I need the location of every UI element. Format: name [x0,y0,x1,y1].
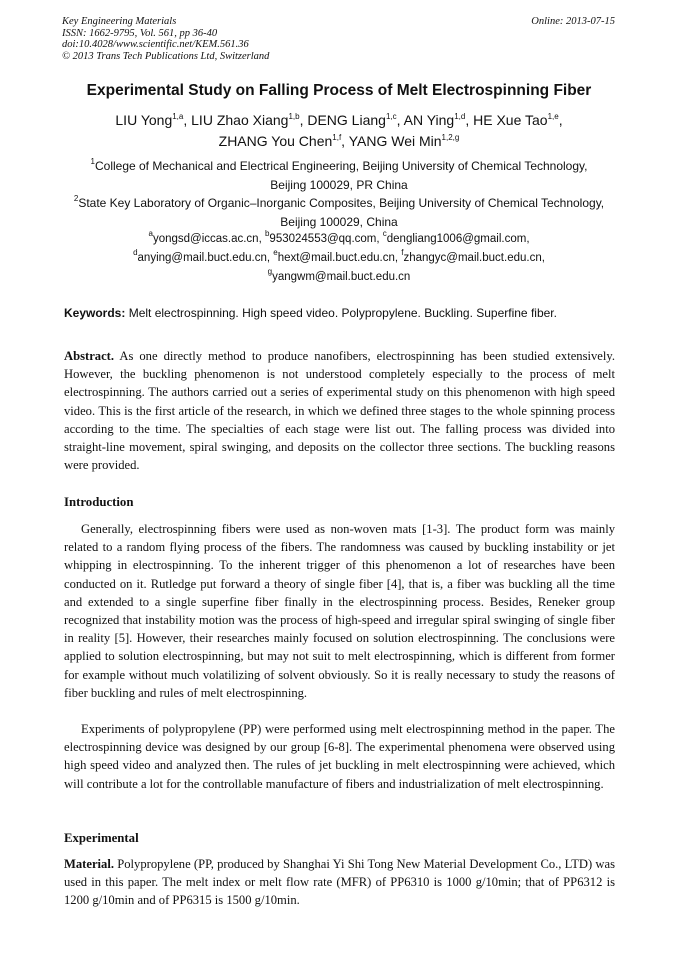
author: LIU Zhao Xiang$^{1,b}$, [191,112,308,128]
online-date: Online: 2013-07-15 [531,16,615,27]
email[interactable]: $^a$yongsd@iccas.ac.cn [148,229,259,245]
email[interactable]: $^e$hext@mail.buct.edu.cn [273,248,395,264]
author-list [40,110,638,152]
email[interactable]: $^c$dengliang1006@gmail.com [382,229,527,245]
experimental-heading: Experimental [64,831,139,845]
keywords-label: Keywords: [64,306,126,320]
journal-header [62,16,269,62]
author: AN Ying$^{1,d}$, [403,112,474,128]
introduction-paragraph-1: Generally, electrospinning fibers were used as non-woven mats [1-3]. The product form was mainly related to a random flying process of the fibers. The randomness was caused by buckling instability or jet whipping in electrospinning. To the inherent trigger of this phenomenon a lot of researches have been conducted on it. Rutledge put forward a theory of single fiber [4], that is, a fiber was buckling all the time and extended to a single superfine fiber finally in the electrospinning process. Besides, Reneker group recognized that instability motion was the process of high-speed and irregular spiral swinging of single fiber in reality [5]. However, their researches mainly focused on solution electrospinning. The conclusions were applied to solution electrospinning, but may not suit to melt electrospinning, which is different from former for example without much volatilizing of solvent obviously. So it is really necessary to study the reasons of fiber buckling and rules of melt electrospinning. [64,522,615,700]
email[interactable]: $^b$953024553@qq.com [264,229,377,245]
journal-name: Key Engineering Materials [62,16,177,27]
author: ZHANG You Chen$^{1,f}$, [218,133,349,149]
author: LIU Yong$^{1,a}$, [115,112,192,128]
author: YANG Wei Min$^{1,2,g}$ [348,133,460,149]
introduction-paragraph-2: Experiments of polypropylene (PP) were performed using melt electrospinning method in the paper. The electrospinning device was designed by our group [6-8]. The experimental phenomena were observed using high speed video and analyzed then. The rules of jet buckling in melt electrospinning were achieved, which will contribute a lot for the controllable manufacture of fibers and industrialization of melt electrospinning. [64,722,615,791]
email[interactable]: $^f$zhangyc@mail.buct.edu.cn [401,248,542,264]
paper-title: Experimental Study on Falling Process of Melt Electrospinning Fiber [86,82,592,99]
author: DENG Liang$^{1,c}$, [307,112,404,128]
email[interactable]: $^d$anying@mail.buct.edu.cn [133,248,267,264]
material-text: Polypropylene (PP, produced by Shanghai Yi Shi Tong New Material Development Co., LTD) was used in this paper. The melt index or melt flow rate (MFR) of PP6310 is 1000 g/10min; that of PP6312 is 1200 g/10min and of PP6315 is 1500 g/10min. [64,857,615,908]
material-label: Material. [64,857,114,871]
author-emails: $^a$yongsd@iccas.ac.cn, $^b$953024553@qq.com, $^c$dengliang1006@gmail.com, $^d$anying@mail.buct.edu.cn, $^e$hext@mail.buct.edu.cn, $^f$zhangyc@mail.buct.edu.cn, $^g$yangwm@mail.buct.edu.cn [133,229,545,283]
issn-volume: ISSN: 1662-9795, Vol. 561, pp 36-40 [62,27,218,39]
email[interactable]: $^g$yangwm@mail.buct.edu.cn [267,267,411,283]
introduction-heading: Introduction [64,495,134,509]
affiliation-2: $^2$State Key Laboratory of Organic–Inorganic Composites, Beijing University of Chemical Technology, Beijing 100029, China [73,194,605,229]
abstract-text: As one directly method to produce nanofibers, electrospinning has been studied extensively. However, the buckling phenomenon is not understood completely especially to the process of melt electrospinning. The authors carried out a series of experimental study on this phenomenon with high speed video. This is the first article of the research, in which we defined three stages to the whole spinning process according to the time. The specialties of each stage were list out. The falling process was divided into straight-line movement, spiral swinging, and deposits on the collector three sections. The buckling reasons were provided. [64,349,615,473]
keywords [64,306,624,320]
abstract [64,347,615,474]
copyright: © 2013 Trans Tech Publications Ltd, Switzerland [62,50,270,62]
abstract-label: Abstract. [64,349,115,363]
material-paragraph [64,855,615,910]
author: HE Xue Tao$^{1,e}$, [473,112,563,128]
keywords-text: Melt electrospinning. High speed video. Polypropylene. Buckling. Superfine fiber. [128,306,557,320]
affiliation-1: $^1$College of Mechanical and Electrical Engineering, Beijing University of Chemical Technology, Beijing 100029, PR China [90,157,588,192]
doi-link[interactable]: doi:10.4028/www.scientific.net/KEM.561.36 [62,39,249,50]
